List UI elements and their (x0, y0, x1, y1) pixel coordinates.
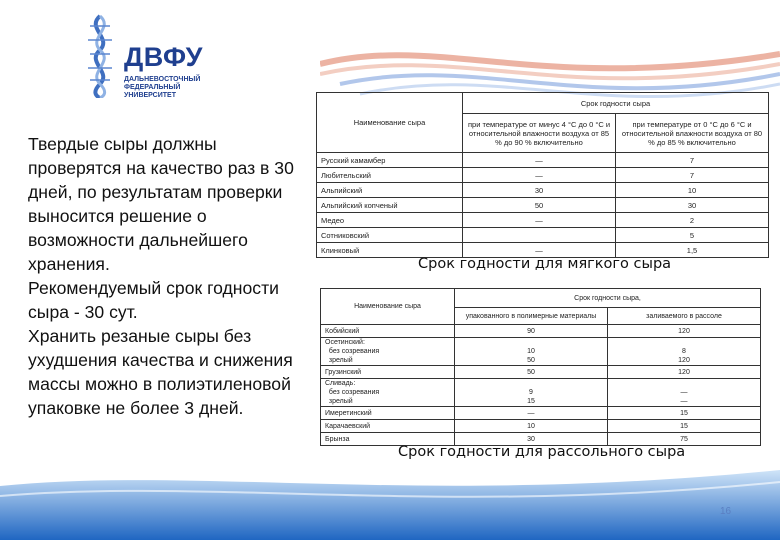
table-header-cheese-name: Наименование сыра (317, 93, 463, 153)
body-line: возможности дальнейшего (28, 230, 248, 250)
table-header-shelf-life: Срок годности сыра (463, 93, 769, 114)
body-line: Твердые сыры должны (28, 134, 217, 154)
table-row: Осетинский: без созревания зрелый 10 50 8 120 (321, 338, 761, 366)
dna-helix-icon (82, 14, 118, 98)
body-line: Хранить резаные сыры без (28, 326, 252, 346)
table-row: Кобийский 90 120 (321, 325, 761, 338)
brine-cheese-shelf-life-table (320, 288, 761, 446)
table-header-cheese-name: Наименование сыра (321, 289, 455, 325)
body-line: выносится решение о (28, 206, 207, 226)
table-row: Русский камамбер — 7 (317, 153, 769, 168)
page-number: 16 (720, 506, 732, 517)
body-line: массы можно в полиэтиленовой (28, 374, 291, 394)
soft-cheese-caption: Срок годности для мягкого сыра (418, 256, 672, 272)
brine-cheese-caption: Срок годности для рассольного сыра (398, 444, 686, 460)
table-row: Карачаевский 10 15 (321, 420, 761, 433)
table-row: Сливадь: без созревания зрелый 9 15 — — (321, 379, 761, 407)
logo-university-name: ДАЛЬНЕВОСТОЧНЫЙ ФЕДЕРАЛЬНЫЙ УНИВЕРСИТЕТ (124, 76, 201, 99)
body-line: проверятся на качество раз в 30 (28, 158, 294, 178)
table-row: Любительский — 7 (317, 168, 769, 183)
table-header-brine: заливаемого в рассоле (608, 308, 761, 325)
logo-abbreviation: ДВФУ (124, 42, 203, 72)
body-line: дней, по результатам проверки (28, 182, 283, 202)
table-header-shelf-life: Срок годности сыра, (455, 289, 761, 308)
body-line: Рекомендуемый срок годности (28, 278, 279, 298)
body-line: сыра - 30 сут. (28, 302, 138, 322)
table-row: Клинковый — 1,5 (317, 243, 769, 258)
university-logo (82, 14, 212, 98)
table-row: Сотниковский 5 (317, 228, 769, 243)
body-line: ухудшения качества и снижения (28, 350, 293, 370)
body-line: упаковке не более 3 дней. (28, 398, 244, 418)
decorative-bottom-band (0, 466, 780, 540)
soft-cheese-shelf-life-table (316, 92, 769, 258)
table-header-condition-2: при температуре от 0 °С до 6 °С и относительной влажности воздуха от 80 % до 85 % включительно (616, 114, 769, 153)
table-header-condition-1: при температуре от минус 4 °С до 0 °С и относительной влажности воздуха от 85 % до 90 % включительно (463, 114, 616, 153)
table-row: Медео — 2 (317, 213, 769, 228)
table-header-packaged: упакованного в полимерные материалы (455, 308, 608, 325)
table-row: Имеретинский — 15 (321, 407, 761, 420)
table-row: Альпийский копченый 50 30 (317, 198, 769, 213)
table-row: Грузинский 50 120 (321, 366, 761, 379)
body-line: хранения. (28, 254, 110, 274)
table-row: Альпийский 30 10 (317, 183, 769, 198)
slide-body-text (28, 132, 318, 420)
table-row: Брынза 30 75 (321, 433, 761, 446)
